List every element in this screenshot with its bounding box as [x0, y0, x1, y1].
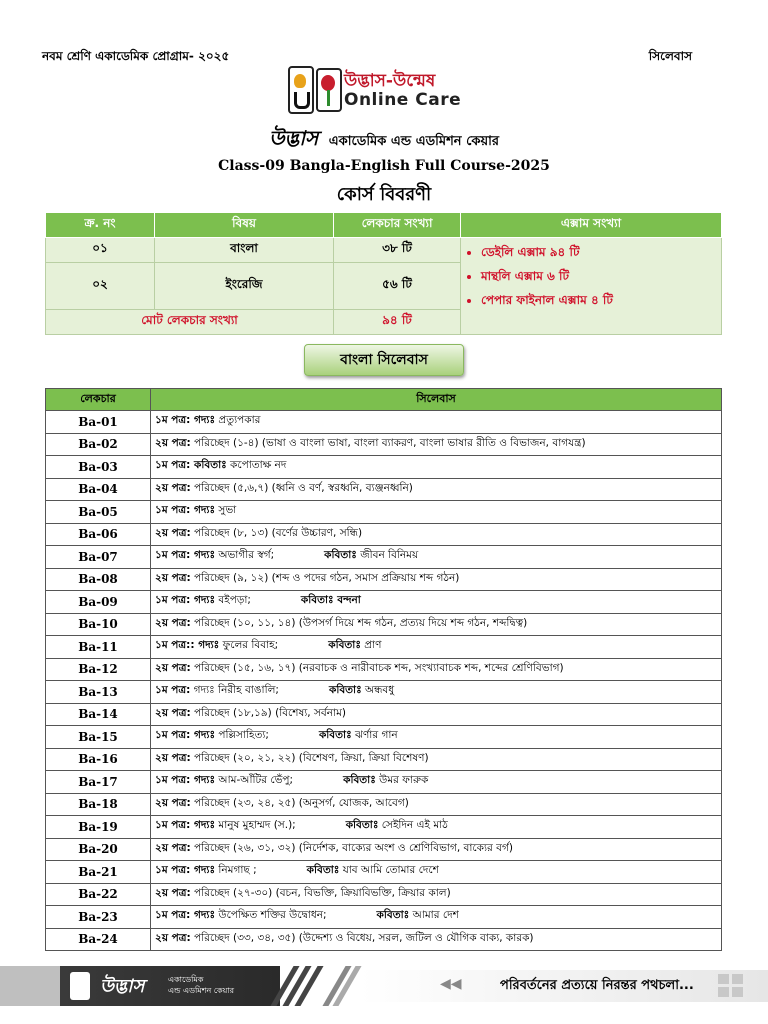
lecture-code: Ba-03	[46, 456, 151, 479]
paper-label: ২য় পত্র:	[155, 751, 191, 764]
topic-text: পরিচ্ছেদ (১-৪) (ভাষা ও বাংলা ভাষা, বাংলা ব্যাকরণ, বাংলা ভাষার রীতি ও বিভাজন, বাগযন্ত্র)	[190, 436, 586, 449]
topic-text: পরিচ্ছেদ (১৫, ১৬, ১৭) (নরবাচক ও নারীবাচক শব্দ, সংখ্যাবাচক শব্দ, শব্দের শ্রেণিবিভাগ)	[190, 661, 564, 674]
syllabus-content	[151, 636, 722, 659]
topic-text: পরিচ্ছেদ (২০, ২১, ২২) (বিশেষণ, ক্রিয়া, ক্রিয়া বিশেষণ)	[190, 751, 429, 764]
paper-label: ২য় পত্র:	[155, 931, 191, 944]
syllabus-content	[151, 883, 722, 906]
grid-cell	[718, 987, 729, 997]
paper-label: ২য় পত্র:	[155, 661, 191, 674]
paper-label: ১ম পত্র: গদ্যঃ	[155, 594, 216, 607]
poem-text: উমর ফারুক	[375, 774, 429, 787]
col-subject: বিষয়	[155, 213, 334, 238]
syllabus-row	[46, 456, 722, 479]
syllabus-content	[151, 591, 722, 614]
lecture-code: Ba-16	[46, 748, 151, 771]
syllabus-content	[151, 838, 722, 861]
syllabus-content	[151, 703, 722, 726]
serial-cell: ০২	[46, 263, 155, 310]
syllabus-content	[151, 793, 722, 816]
poem-text: প্রাণ	[360, 639, 382, 652]
topic-text: নিমগাছ ;	[215, 864, 257, 877]
syllabus-row	[46, 906, 722, 929]
poem-label: কবিতাঃ	[345, 819, 379, 832]
bangla-syllabus-button[interactable]: বাংলা সিলেবাস	[304, 344, 464, 376]
paper-label: ২য় পত্র:	[155, 841, 191, 854]
topic-text: পরিচ্ছেদ (৩৩, ৩৪, ৩৫) (উদ্দেশ্য ও বিধেয়, সরল, জটিল ও যৌগিক বাক্য, কারক)	[190, 931, 534, 944]
serial-cell: ০১	[46, 238, 155, 263]
poem-text: অন্ধবধু	[361, 684, 395, 697]
col-lecture: লেকচার	[46, 389, 151, 411]
udvash-logo-icon	[288, 66, 314, 114]
topic-text: প্রত্যুপকার	[215, 414, 261, 427]
udvash-unmesh-logo	[288, 66, 462, 114]
lecture-code: Ba-09	[46, 591, 151, 614]
syllabus-header-row	[46, 389, 722, 411]
syllabus-row	[46, 636, 722, 659]
lecture-code: Ba-14	[46, 703, 151, 726]
poem-label: কবিতাঃ	[328, 639, 361, 652]
subject-cell: বাংলা	[155, 238, 334, 263]
overview-row	[46, 238, 722, 263]
double-arrow-icon: ◀◀	[440, 976, 462, 992]
lecture-code: Ba-20	[46, 838, 151, 861]
poem-text: আমার দেশ	[409, 909, 459, 922]
syllabus-row	[46, 748, 722, 771]
footer-brand-subtitle	[168, 974, 234, 996]
logo-bengali-name: উদ্ভাস-উন্মেষ	[344, 71, 436, 91]
lecture-code: Ba-05	[46, 501, 151, 524]
syllabus-content	[151, 861, 722, 884]
footer-stripes	[272, 966, 362, 1006]
syllabus-row	[46, 793, 722, 816]
topic-text: অভাগীর স্বর্গ;	[215, 549, 275, 562]
poem-label: কবিতাঃ	[318, 729, 352, 742]
class-title: Class-09 Bangla-English Full Course-2025	[218, 158, 550, 174]
exam-list-cell	[461, 238, 722, 335]
lecture-code: Ba-19	[46, 816, 151, 839]
lecture-code: Ba-21	[46, 861, 151, 884]
syllabus-content	[151, 748, 722, 771]
poem-text: ঝর্ণার গান	[351, 729, 398, 742]
syllabus-table	[45, 388, 722, 951]
brand-line	[0, 124, 768, 157]
lecture-code: Ba-18	[46, 793, 151, 816]
poem-label: কবিতাঃ	[306, 864, 340, 877]
syllabus-content	[151, 681, 722, 704]
lecture-code: Ba-06	[46, 523, 151, 546]
program-title: নবম শ্রেণি একাডেমিক প্রোগ্রাম- ২০২৫	[42, 49, 230, 63]
topic-text: কপোতাক্ষ নদ	[226, 459, 287, 472]
footer-logo-icon	[70, 972, 90, 1000]
lecture-code: Ba-12	[46, 658, 151, 681]
paper-label: ১ম পত্র: গদ্যঃ	[155, 819, 216, 832]
brand-subtitle: একাডেমিক এন্ড এডমিশন কেয়ার	[328, 134, 500, 149]
lecture-code: Ba-15	[46, 726, 151, 749]
syllabus-content	[151, 456, 722, 479]
topic-text: পরিচ্ছেদ (২৩, ২৪, ২৫) (অনুসর্গ, যোজক, আবেগ)	[190, 796, 409, 809]
syllabus-row	[46, 613, 722, 636]
lectures-cell: ৩৮ টি	[334, 238, 461, 263]
syllabus-content	[151, 501, 722, 524]
syllabus-row	[46, 883, 722, 906]
paper-label: ১ম পত্র: কবিতাঃ	[155, 459, 227, 472]
paper-label: ১ম পত্র: গদ্যঃ	[155, 909, 216, 922]
lecture-code: Ba-10	[46, 613, 151, 636]
syllabus-content	[151, 523, 722, 546]
syllabus-content	[151, 546, 722, 569]
syllabus-row	[46, 591, 722, 614]
syllabus-row	[46, 523, 722, 546]
syllabus-row	[46, 861, 722, 884]
lecture-code: Ba-07	[46, 546, 151, 569]
col-lectures: লেকচার সংখ্যা	[334, 213, 461, 238]
syllabus-row	[46, 478, 722, 501]
paper-label: ১ম পত্র: গদ্যঃ	[155, 504, 216, 517]
syllabus-row	[46, 568, 722, 591]
overview-header-row	[46, 213, 722, 238]
lecture-code: Ba-11	[46, 636, 151, 659]
topic-text: উপেক্ষিত শক্তির উদ্বোধন;	[215, 909, 327, 922]
syllabus-row	[46, 703, 722, 726]
paper-label: ১ম পত্র: গদ্যঃ	[155, 864, 216, 877]
syllabus-row	[46, 681, 722, 704]
lecture-code: Ba-01	[46, 411, 151, 434]
topic-text: পরিচ্ছেদ (৯, ১২) (শব্দ ও পদের গঠন, সমাস প্রক্রিয়ায় শব্দ গঠন)	[190, 571, 460, 584]
syllabus-row	[46, 816, 722, 839]
paper-label: ২য় পত্র:	[155, 886, 191, 899]
topic-text: গদ্যঃ নিরীহ বাঙালি;	[190, 684, 279, 697]
lecture-code: Ba-22	[46, 883, 151, 906]
lecture-code: Ba-24	[46, 928, 151, 951]
topic-text: পরিচ্ছেদ (৮, ১৩) (বর্ণের উচ্চারণ, সন্ধি)	[190, 526, 363, 539]
poem-label: কবিতাঃ	[324, 549, 357, 562]
lecture-code: Ba-13	[46, 681, 151, 704]
paper-label: ১ম পত্র: গদ্যঃ	[155, 729, 216, 742]
topic-text: বইপড়া;	[215, 594, 251, 607]
exam-item: • পেপার ফাইনাল এক্সাম ৪ টি	[481, 288, 715, 312]
exam-item: • ডেইলি এক্সাম ৯৪ টি	[481, 240, 715, 264]
footer-brand: উদ্ভাস	[100, 976, 145, 997]
grid-cell	[732, 987, 743, 997]
syllabus-row	[46, 658, 722, 681]
syllabus-content	[151, 433, 722, 456]
syllabus-content	[151, 658, 722, 681]
topic-text: পল্লিসাহিত্য;	[215, 729, 269, 742]
topic-text: পরিচ্ছেদ (৫,৬,৭) (ধ্বনি ও বর্ণ, স্বরধ্বনি, ব্যঞ্জনধ্বনি)	[190, 481, 413, 494]
syllabus-row	[46, 501, 722, 524]
paper-label: ২য় পত্র:	[155, 616, 191, 629]
col-syllabus: সিলেবাস	[151, 389, 722, 411]
brand-name: উদ্ভাস	[268, 126, 319, 150]
topic-text: মানুষ মুহাম্মদ (স.);	[215, 819, 296, 832]
topic-text: পরিচ্ছেদ (১৮,১৯) (বিশেষ্য, সর্বনাম)	[190, 706, 347, 719]
paper-label: ২য় পত্র:	[155, 706, 191, 719]
syllabus-body	[46, 411, 722, 951]
poem-label: কবিতাঃ	[328, 684, 362, 697]
syllabus-content	[151, 478, 722, 501]
exam-item: • মান্থলি এক্সাম ৬ টি	[481, 264, 715, 288]
poem-text: যাব আমি তোমার দেশে	[339, 864, 439, 877]
syllabus-content	[151, 771, 722, 794]
topic-text: পরিচ্ছেদ (১০, ১১, ১৪) (উপসর্গ দিয়ে শব্দ গঠন, প্রত্যয় দিয়ে শব্দ গঠন, শব্দদ্বিত্ব)	[190, 616, 528, 629]
total-value: ৯৪ টি	[334, 310, 461, 335]
syllabus-row	[46, 726, 722, 749]
flower-logo-icon	[316, 68, 342, 112]
lecture-code: Ba-17	[46, 771, 151, 794]
syllabus-row	[46, 411, 722, 434]
subject-cell: ইংরেজি	[155, 263, 334, 310]
syllabus-content	[151, 906, 722, 929]
document-type: সিলেবাস	[648, 49, 692, 63]
poem-label: কবিতাঃ	[376, 909, 410, 922]
topic-text: ফুলের বিবাহ;	[219, 639, 279, 652]
syllabus-content	[151, 928, 722, 951]
paper-label: ১ম পত্র:	[155, 684, 191, 697]
poem-text: সেইদিন এই মাঠ	[378, 819, 448, 832]
paper-label: ২য় পত্র:	[155, 436, 191, 449]
syllabus-row	[46, 771, 722, 794]
lecture-code: Ba-08	[46, 568, 151, 591]
paper-label: ১ম পত্র: গদ্যঃ	[155, 774, 216, 787]
syllabus-row	[46, 546, 722, 569]
paper-label: ১ম পত্র: গদ্যঃ	[155, 549, 216, 562]
total-label: মোট লেকচার সংখ্যা	[46, 310, 334, 335]
logo-english-name: Online Care	[344, 90, 462, 110]
topic-text: সুভা	[215, 504, 237, 517]
grid-cell	[718, 974, 729, 984]
syllabus-content	[151, 411, 722, 434]
course-overview-table	[45, 212, 722, 335]
paper-label: ২য় পত্র:	[155, 526, 191, 539]
syllabus-row	[46, 928, 722, 951]
lecture-code: Ba-23	[46, 906, 151, 929]
poem-text: জীবন বিনিময়	[356, 549, 419, 562]
syllabus-content	[151, 613, 722, 636]
grid-cell	[732, 974, 743, 984]
paper-label: ২য় পত্র:	[155, 796, 191, 809]
syllabus-row	[46, 838, 722, 861]
paper-label: ১ম পত্র: গদ্যঃ	[155, 414, 216, 427]
footer-slogan: পরিবর্তনের প্রত্যয়ে নিরন্তর পথচলা...	[500, 978, 694, 993]
topic-text: পরিচ্ছেদ (২৭-৩০) (বচন, বিভক্তি, ক্রিয়াবিভক্তি, ক্রিয়ার কাল)	[190, 886, 451, 899]
paper-label: ২য় পত্র:	[155, 571, 191, 584]
lecture-code: Ba-02	[46, 433, 151, 456]
poem-label: কবিতাঃ বন্দনা	[300, 594, 361, 607]
topic-text: আম-আঁটির ভেঁপু;	[215, 774, 294, 787]
footer-banner	[0, 966, 768, 1006]
footer-sub-line: একাডেমিক	[168, 975, 204, 984]
poem-label: কবিতাঃ	[343, 774, 376, 787]
lecture-code: Ba-04	[46, 478, 151, 501]
col-exams: এক্সাম সংখ্যা	[461, 213, 722, 238]
course-title: কোর্স বিবরণী	[336, 184, 432, 205]
syllabus-row	[46, 433, 722, 456]
syllabus-content	[151, 816, 722, 839]
topic-text: পরিচ্ছেদ (২৬, ৩১, ৩২) (নির্দেশক, বাক্যের অংশ ও শ্রেণিবিভাগ, বাক্যের বর্গ)	[190, 841, 513, 854]
paper-label: ২য় পত্র:	[155, 481, 191, 494]
col-serial: ক্র. নং	[46, 213, 155, 238]
footer-sub-line: এন্ড এডমিশন কেয়ার	[168, 986, 235, 995]
paper-label: ১ম পত্র:: গদ্যঃ	[155, 639, 220, 652]
grid-icon	[718, 974, 744, 998]
syllabus-content	[151, 568, 722, 591]
syllabus-content	[151, 726, 722, 749]
lectures-cell: ৫৬ টি	[334, 263, 461, 310]
exam-list	[467, 240, 715, 312]
